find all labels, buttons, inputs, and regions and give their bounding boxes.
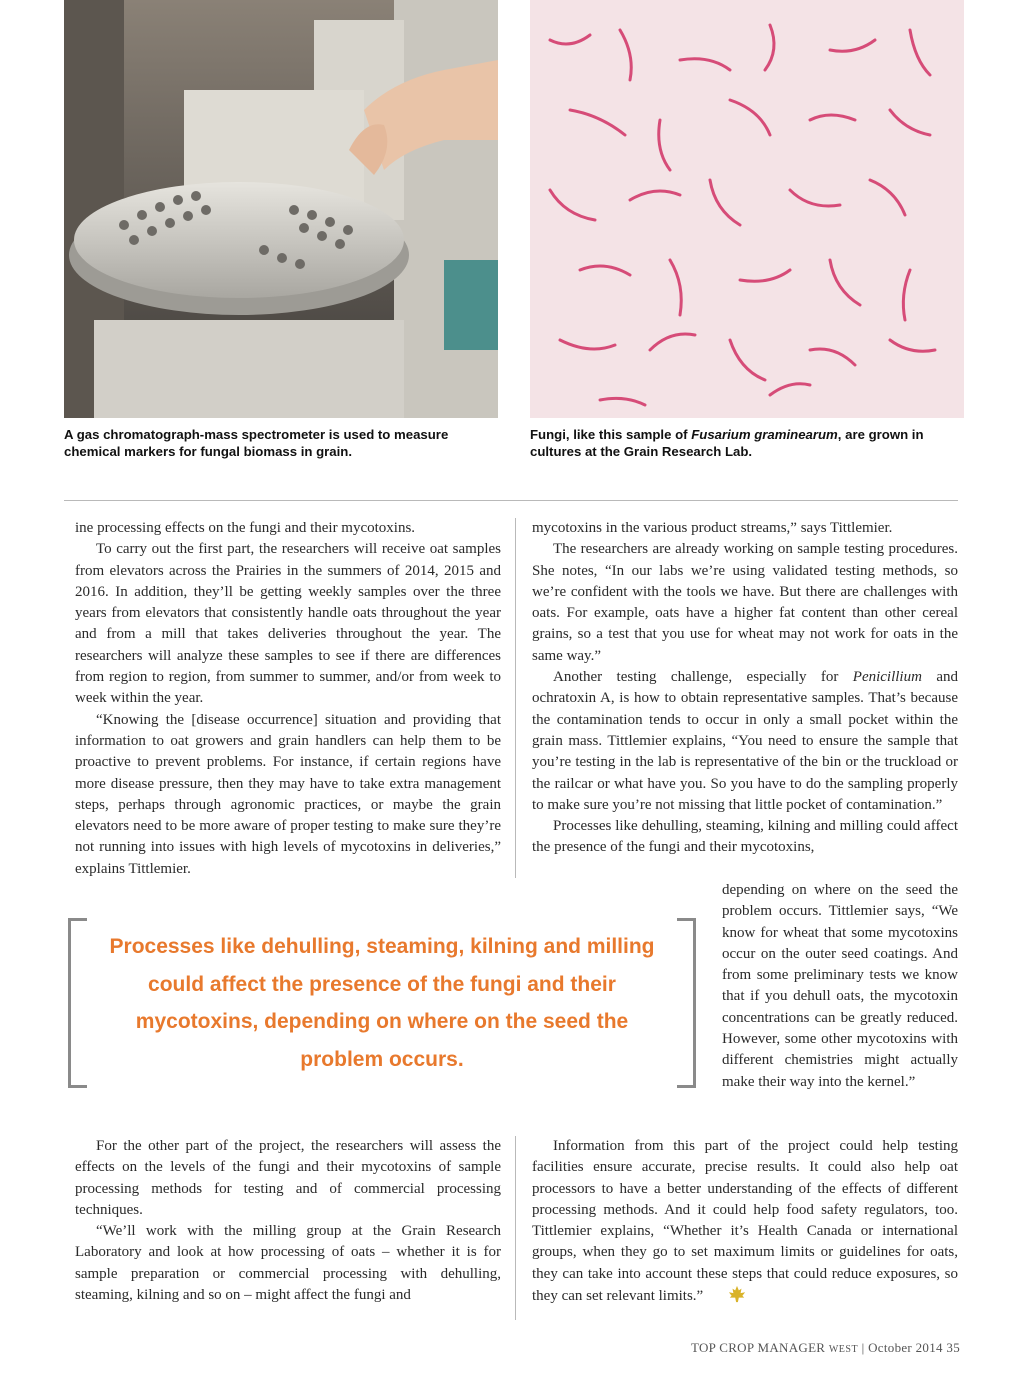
article-column-left-bottom xyxy=(75,1136,501,1306)
pull-quote xyxy=(68,918,696,1084)
paragraph-text: and ochratoxin A, is how to obtain representative samples. That’s because the contamination tends to occur in only a small pocket within the grain mass. Tittlemier explains, “You need to ensure the sample that you’re testing in the lab is representative of the bin or the truckload or the railcar or what have you. So you have to do the sampling properly to make sure you’re not missing that little pocket of contamination.” xyxy=(532,669,958,813)
issue-date: October 2014 xyxy=(868,1340,943,1355)
paragraph: depending on where on the seed the problem occurs. Tittlemier says, “We know for wheat that some mycotoxins occur on the outer seed coatings. And from some preliminary tests we know that if you dehull oats, the mycotoxin concentrations can be greatly reduced. However, some other mycotoxins with different chemistries might actually make their way into the kernel.” xyxy=(722,882,958,1090)
article-column-right-top xyxy=(532,518,958,859)
lab-instrument-illustration xyxy=(64,0,498,418)
paragraph-text: Information from this part of the project could help testing facilities ensure accurate, precise results. It could also help oat processors to have a better understanding of the effects of different processing methods. And it could help food safety regulators, too. Tittlemier explains, “Whether it’s Health Canada or international groups, when they go to set maximum limits or guidelines for oats, they can take into account these steps that could reduce exposures, so they can set relevant limits.” xyxy=(532,1138,958,1305)
paragraph xyxy=(532,667,958,816)
paragraph: To carry out the first part, the researchers will receive oat samples from elevators across the Prairies in the summers of 2014, 2015 and 2016. In addition, they’ll be getting weekly samples over the three years from elevators that consistently handle oats throughout the year and from a mill that takes deliveries throughout the year. The researchers will analyze these samples to see if there are differences from region to region, from summer to summer, and/or from week to week within the year. xyxy=(75,541,501,707)
article-column-right-bottom xyxy=(532,1136,958,1310)
maple-leaf-icon xyxy=(707,1285,746,1310)
caption-fusarium-text-end: , are grown in cultures at the Grain Research Lab. xyxy=(530,427,924,459)
caption-fusarium xyxy=(530,426,966,460)
footer-separator: | xyxy=(861,1340,865,1355)
paragraph: Processes like dehulling, steaming, kilning and milling could affect the presence of the fungi and their mycotoxins, xyxy=(532,818,958,856)
caption-fusarium-text-start: Fungi, like this sample of xyxy=(530,427,692,442)
right-bracket-icon xyxy=(677,918,696,1088)
horizontal-divider xyxy=(64,500,958,501)
caption-fusarium-species: Fusarium graminearum xyxy=(691,427,838,442)
publication-edition: WEST xyxy=(828,1344,859,1355)
page-footer xyxy=(691,1340,960,1356)
publication-name: TOP CROP MANAGER xyxy=(690,1340,826,1355)
photo-fusarium-culture xyxy=(530,0,964,418)
column-divider-top xyxy=(515,518,516,878)
left-bracket-icon xyxy=(68,918,87,1088)
paragraph: The researchers are already working on sample testing procedures. She notes, “In our labs we’re using validated testing methods, so we’re confident with the tools we have. But there are challenges with oats. For example, oats have a higher fat content than other cereal grains, so a test that you use for wheat may not work for oats in the same way.” xyxy=(532,541,958,664)
article-column-right-narrow xyxy=(722,880,958,1093)
paragraph: ine processing effects on the fungi and their mycotoxins. xyxy=(75,520,416,536)
caption-gas-chromatograph: A gas chromatograph-mass spectrometer is used to measure chemical markers for fungal biomass in grain. xyxy=(64,427,449,459)
photo-gas-chromatograph xyxy=(64,0,498,418)
column-divider-bottom xyxy=(515,1136,516,1320)
paragraph-text: Another testing challenge, especially for xyxy=(553,669,853,686)
paragraph-italic: Penicillium xyxy=(852,669,922,686)
paragraph: mycotoxins in the various product streams,” says Tittlemier. xyxy=(532,520,893,536)
paragraph: “Knowing the [disease occurrence] situation and providing that information to oat growers and grain handlers can help them to be proactive to prevent problems. For instance, if certain regions have more disease pressure, then they may have to take extra management steps, perhaps through agronomic practices, or maybe the grain elevators need to be more aware of proper testing to make sure they’re not running into issues with high levels of mycotoxins in deliveries,” explains Tittlemier. xyxy=(75,711,501,877)
paragraph xyxy=(532,1136,958,1310)
pull-quote-text: Processes like dehulling, steaming, kilning and milling could affect the presence of the fungi and their mycotoxins, depending on where on the seed the problem occurs. xyxy=(109,935,655,1071)
page-number: 35 xyxy=(946,1340,960,1355)
paragraph: “We’ll work with the milling group at the Grain Research Laboratory and look at how processing of oats – whether it is for sample preparation or commercial processing with dehulling, steaming, kilning and so on – might affect the fungi and xyxy=(75,1223,501,1304)
paragraph: For the other part of the project, the researchers will assess the effects on the levels of the fungi and their mycotoxins of sample processing methods for testing and of commercial processing techniques. xyxy=(75,1138,501,1218)
article-column-left-top xyxy=(75,518,501,880)
fungi-spores-illustration xyxy=(530,0,964,418)
